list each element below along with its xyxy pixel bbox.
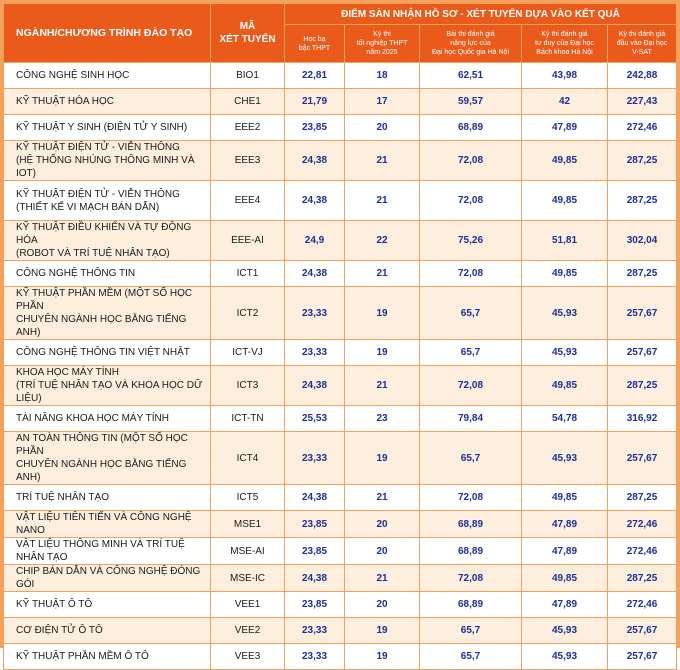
header-dgtd-bk-line: Kỳ thi đánh giá [541,31,588,38]
score-thpt: 19 [345,618,420,644]
program-code: EEE2 [211,115,285,141]
score-hocba: 25,53 [285,406,345,432]
program-code: ICT-VJ [211,340,285,366]
table-row [4,261,677,287]
score-dgnl-hn: 59,57 [420,89,522,115]
score-hocba: 24,38 [285,181,345,221]
program-name [4,644,211,670]
program-code: ICT-TN [211,406,285,432]
score-dgnl-hn: 65,7 [420,340,522,366]
score-thpt: 21 [345,181,420,221]
score-hocba: 24,38 [285,565,345,592]
program-name [4,221,211,261]
header-thpt-line: Kỳ thi [373,31,391,38]
score-dgtd-bk: 54,78 [522,406,608,432]
score-vsat: 272,46 [608,538,677,565]
score-hocba: 24,38 [285,141,345,181]
score-thpt: 21 [345,141,420,181]
program-name [4,432,211,485]
score-dgnl-hn: 65,7 [420,618,522,644]
program-name [4,115,211,141]
score-dgtd-bk: 43,98 [522,63,608,89]
score-hocba: 21,79 [285,89,345,115]
table-row [4,565,677,592]
score-dgnl-hn: 68,89 [420,538,522,565]
program-name-line: (TRÍ TUỆ NHÂN TẠO VÀ KHOA HỌC DỮ LIỆU) [16,380,203,404]
score-vsat: 257,67 [608,287,677,340]
score-hocba: 23,85 [285,511,345,538]
table-row [4,89,677,115]
score-vsat: 287,25 [608,366,677,406]
program-code: EEE-AI [211,221,285,261]
program-name [4,261,211,287]
header-vsat [608,25,677,63]
program-name [4,485,211,511]
table-header [4,4,677,63]
program-name-line: AN TOÀN THÔNG TIN (MỘT SỐ HỌC PHẦN [16,433,188,457]
score-hocba: 24,38 [285,485,345,511]
score-hocba: 23,85 [285,115,345,141]
header-hocba-line: bậc THPT [298,44,331,52]
header-hocba [285,25,345,63]
table-row [4,115,677,141]
program-name-line: KỸ THUẬT ĐIỀU KHIỂN VÀ TỰ ĐỘNG HÓA [16,222,192,246]
score-thpt: 19 [345,644,420,670]
program-name [4,565,211,592]
program-name-line: VẬT LIỆU TIÊN TIẾN VÀ CÔNG NGHỆ NANO [16,512,192,536]
score-thpt: 18 [345,63,420,89]
program-name [4,366,211,406]
header-dgtd-bk-line: tư duy của Đại học [535,40,594,47]
score-thpt: 21 [345,565,420,592]
program-name-line: CHIP BÁN DẪN VÀ CÔNG NGHỆ ĐÓNG GÓI [16,566,201,590]
score-dgtd-bk: 45,93 [522,432,608,485]
header-vsat-line: Kỳ thi đánh giá [618,31,666,38]
header-thpt-line: năm 2025 [366,49,398,56]
program-name-line: KỸ THUẬT PHẦN MỀM (MỘT SỐ HỌC PHẦN [16,288,193,312]
header-dgnl-hn-line: năng lực của [450,40,491,47]
score-vsat: 316,92 [608,406,677,432]
program-name-line: CÔNG NGHỆ THÔNG TIN [16,268,136,279]
score-dgnl-hn: 68,89 [420,592,522,618]
score-hocba: 24,38 [285,261,345,287]
table-row [4,141,677,181]
table-row [4,432,677,485]
score-dgtd-bk: 42 [522,89,608,115]
header-code [211,4,285,63]
score-hocba: 22,81 [285,63,345,89]
program-code: MSE-AI [211,538,285,565]
program-code: EEE4 [211,181,285,221]
score-dgtd-bk: 47,89 [522,538,608,565]
score-vsat: 257,67 [608,618,677,644]
program-name-line: KỸ THUẬT ĐIỆN TỬ - VIỄN THÔNG [16,142,180,153]
score-dgnl-hn: 65,7 [420,432,522,485]
program-name [4,89,211,115]
program-code: MSE-IC [211,565,285,592]
program-name-line: KHOA HỌC MÁY TÍNH [16,367,119,378]
score-vsat: 272,46 [608,115,677,141]
program-name [4,63,211,89]
score-vsat: 242,88 [608,63,677,89]
program-name [4,287,211,340]
score-thpt: 21 [345,261,420,287]
header-thpt-line: tốt nghiệp THPT [356,40,408,47]
score-hocba: 24,9 [285,221,345,261]
score-vsat: 257,67 [608,644,677,670]
score-dgtd-bk: 47,89 [522,592,608,618]
score-dgnl-hn: 65,7 [420,287,522,340]
score-dgnl-hn: 68,89 [420,511,522,538]
header-code-line2: XÉT TUYỂN [219,34,276,45]
score-thpt: 20 [345,592,420,618]
header-hocba-line: Học bạ [303,35,326,43]
table-body [4,63,677,670]
score-dgtd-bk: 47,89 [522,511,608,538]
score-dgnl-hn: 72,08 [420,261,522,287]
score-dgnl-hn: 75,26 [420,221,522,261]
table-row [4,592,677,618]
score-vsat: 287,25 [608,261,677,287]
header-score-group: ĐIỂM SÀN NHẬN HỒ SƠ - XÉT TUYỂN DỰA VÀO KẾT QUẢ [285,4,677,25]
score-hocba: 23,33 [285,644,345,670]
table-row [4,538,677,565]
score-thpt: 20 [345,511,420,538]
score-vsat: 287,25 [608,141,677,181]
table-row [4,63,677,89]
program-name [4,618,211,644]
admission-score-table [3,3,677,670]
score-dgtd-bk: 45,93 [522,287,608,340]
program-name-line: TÀI NĂNG KHOA HỌC MÁY TÍNH [16,413,169,424]
score-dgnl-hn: 72,08 [420,366,522,406]
program-name-line: (HỆ THỐNG NHÚNG THÔNG MINH VÀ IOT) [16,155,195,179]
score-thpt: 17 [345,89,420,115]
score-hocba: 23,85 [285,538,345,565]
program-code: BIO1 [211,63,285,89]
program-name [4,406,211,432]
score-dgtd-bk: 49,85 [522,565,608,592]
table-row [4,406,677,432]
score-dgtd-bk: 49,85 [522,485,608,511]
score-dgtd-bk: 49,85 [522,141,608,181]
score-dgtd-bk: 45,93 [522,618,608,644]
program-name-line: CÔNG NGHỆ THÔNG TIN VIỆT NHẬT [16,347,190,358]
header-dgnl-hn-line: Đại học Quốc gia Hà Nội [431,49,510,56]
program-name [4,181,211,221]
program-name-line: VẬT LIỆU THÔNG MINH VÀ TRÍ TUỆ NHÂN TẠO [16,539,185,563]
table-row [4,485,677,511]
header-dgtd-bk [522,25,608,63]
program-code: VEE1 [211,592,285,618]
program-code: ICT1 [211,261,285,287]
score-dgnl-hn: 62,51 [420,63,522,89]
score-dgnl-hn: 79,84 [420,406,522,432]
program-name-line: CƠ ĐIỆN TỬ Ô TÔ [16,625,103,636]
program-name-line: KỸ THUẬT ĐIỆN TỬ - VIỄN THÔNG [16,188,180,200]
score-vsat: 272,46 [608,511,677,538]
program-name [4,511,211,538]
header-vsat-line: đầu vào Đại học [616,40,668,47]
score-dgtd-bk: 51,81 [522,221,608,261]
program-name-line: CHUYÊN NGÀNH HỌC BẰNG TIẾNG ANH) [16,314,187,338]
program-name-line: CHUYÊN NGÀNH HỌC BẰNG TIẾNG ANH) [16,459,187,483]
table-row [4,511,677,538]
table-row [4,644,677,670]
score-thpt: 21 [345,485,420,511]
program-name [4,141,211,181]
table-row [4,221,677,261]
program-name-line: (THIẾT KẾ VI MẠCH BÁN DẪN) [16,201,160,213]
program-name [4,340,211,366]
program-code: ICT2 [211,287,285,340]
table-row [4,287,677,340]
score-dgnl-hn: 72,08 [420,485,522,511]
score-vsat: 257,67 [608,432,677,485]
table-row [4,618,677,644]
score-vsat: 287,25 [608,565,677,592]
header-vsat-line: V-SAT [632,49,652,56]
score-dgtd-bk: 49,85 [522,181,608,221]
score-thpt: 19 [345,340,420,366]
score-thpt: 19 [345,432,420,485]
header-dgtd-bk-line: Bách khoa Hà Nội [536,49,593,56]
header-code-line1: MÃ [239,21,256,32]
table-row [4,366,677,406]
score-thpt: 21 [345,366,420,406]
program-name-line: KỸ THUẬT Ô TÔ [16,599,93,610]
score-thpt: 20 [345,538,420,565]
score-thpt: 19 [345,287,420,340]
header-dgnl-hn-line: Bài thi đánh giá [446,31,495,38]
score-hocba: 23,85 [285,592,345,618]
score-vsat: 272,46 [608,592,677,618]
program-code: VEE3 [211,644,285,670]
score-thpt: 20 [345,115,420,141]
header-thpt [345,25,420,63]
score-dgnl-hn: 68,89 [420,115,522,141]
score-vsat: 227,43 [608,89,677,115]
score-dgtd-bk: 49,85 [522,366,608,406]
score-dgnl-hn: 72,08 [420,141,522,181]
score-dgtd-bk: 47,89 [522,115,608,141]
score-dgnl-hn: 72,08 [420,181,522,221]
score-hocba: 23,33 [285,618,345,644]
score-dgtd-bk: 45,93 [522,644,608,670]
score-thpt: 23 [345,406,420,432]
table-row [4,181,677,221]
score-hocba: 23,33 [285,287,345,340]
program-code: EEE3 [211,141,285,181]
score-dgtd-bk: 45,93 [522,340,608,366]
program-code: ICT5 [211,485,285,511]
score-vsat: 257,67 [608,340,677,366]
table-row [4,340,677,366]
score-hocba: 23,33 [285,432,345,485]
program-code: ICT3 [211,366,285,406]
score-dgnl-hn: 65,7 [420,644,522,670]
program-code: MSE1 [211,511,285,538]
program-name [4,538,211,565]
score-hocba: 23,33 [285,340,345,366]
program-name-line: KỸ THUẬT HÓA HỌC [16,96,114,107]
program-name-line: TRÍ TUỆ NHÂN TẠO [16,492,109,503]
score-dgnl-hn: 72,08 [420,565,522,592]
score-thpt: 22 [345,221,420,261]
program-name-line: CÔNG NGHỆ SINH HỌC [16,70,130,81]
program-name-line: (ROBOT VÀ TRÍ TUỆ NHÂN TẠO) [16,248,170,259]
score-dgtd-bk: 49,85 [522,261,608,287]
program-code: ICT4 [211,432,285,485]
score-hocba: 24,38 [285,366,345,406]
score-vsat: 287,25 [608,181,677,221]
program-name-line: KỸ THUẬT Y SINH (ĐIỆN TỬ Y SINH) [16,122,188,133]
score-vsat: 287,25 [608,485,677,511]
program-code: VEE2 [211,618,285,644]
score-vsat: 302,04 [608,221,677,261]
program-code: CHE1 [211,89,285,115]
program-name [4,592,211,618]
header-dgnl-hn [420,25,522,63]
header-program: NGÀNH/CHƯƠNG TRÌNH ĐÀO TẠO [4,4,211,63]
program-name-line: KỸ THUẬT PHẦN MỀM Ô TÔ [16,651,149,662]
